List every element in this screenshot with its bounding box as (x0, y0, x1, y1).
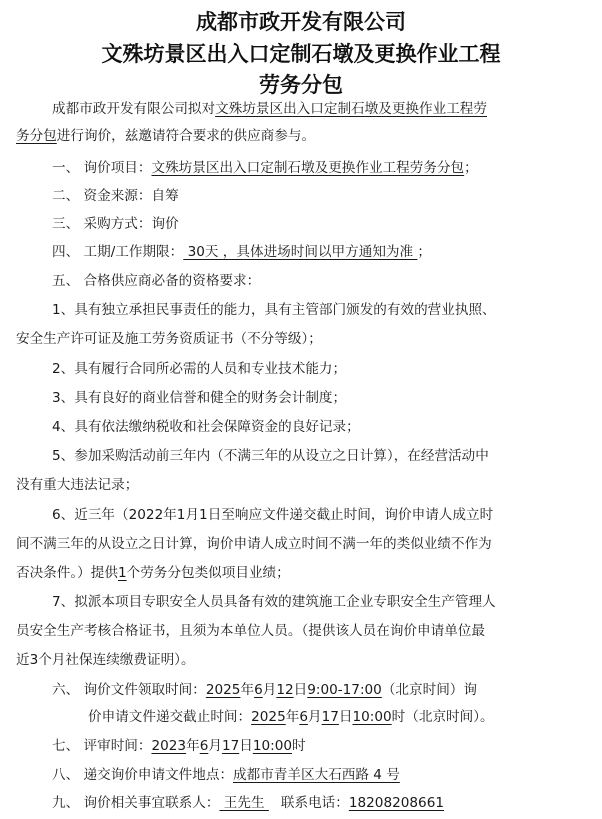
requirement-7c: 近3个月社保连续缴费证明）。 (16, 652, 195, 668)
project-name-underlined: 文殊坊景区出入口定制石墩及更换作业工程劳 (215, 101, 487, 117)
item-inquiry-project: 一、 询价项目：文殊坊景区出入口定制石墩及更换作业工程劳务分包； (52, 160, 478, 176)
requirement-4: 4、具有依法缴纳税收和社会保障资金的良好记录； (52, 419, 360, 435)
requirement-7a: 7、拟派本项目专职安全人员具备有效的建筑施工企业专职安全生产管理人 (52, 594, 496, 610)
project-subtitle: 劳务分包 (259, 72, 343, 97)
requirement-5a: 5、参加采购活动前三年内（不满三年的从设立之日计算），在经营活动中 (52, 448, 489, 464)
contact-phone: 18208208661 (348, 795, 444, 811)
requirement-6a: 6、近三年（2022年1月1日至响应文件递交截止时间，询价申请人成立时 (52, 507, 494, 523)
item-fund-source: 二、 资金来源：自筹 (52, 188, 179, 204)
project-name-underlined-end: 务分包 (16, 128, 57, 144)
requirement-3: 3、具有良好的商业信誉和健全的财务会计制度； (52, 390, 347, 406)
requirement-1a: 1、具有独立承担民事责任的能力，具有主管部门颁发的有效的营业执照、 (52, 302, 496, 318)
item-qualifications: 五、 合格供应商必备的资格要求： (52, 273, 261, 289)
requirement-6c: 否决条件。）提供1个劳务分包类似项目业绩； (16, 565, 290, 581)
requirement-5b: 没有重大违法记录； (16, 477, 139, 493)
intro-line-1: 成都市政开发有限公司拟对文殊坊景区出入口定制石墩及更换作业工程劳 (52, 101, 487, 117)
submission-address: 成都市青羊区大石西路 4 号 (233, 767, 400, 783)
company-title: 成都市政开发有限公司 (196, 9, 406, 34)
requirement-1b: 安全生产许可证及施工劳务资质证书（不分等级）； (16, 331, 322, 347)
item-submission-deadline: 价申请文件递交截止时间：2025年6月17日10:00时（北京时间）。 (88, 709, 494, 725)
item-review-time: 七、 评审时间：2023年6月17日10:00时 (52, 738, 306, 754)
item-contact: 九、 询价相关事宜联系人： 王先生 联系电话：18208208661 (52, 795, 444, 811)
requirement-2: 2、具有履行合同所必需的人员和专业技术能力； (52, 361, 347, 377)
inquiry-project-value: 文殊坊景区出入口定制石墩及更换作业工程劳务分包 (151, 160, 465, 176)
item-procurement-method: 三、 采购方式：询价 (52, 216, 179, 232)
item-submission-location: 八、 递交询价申请文件地点：成都市青羊区大石西路 4 号 (52, 767, 400, 783)
item-work-period: 四、 工期/工作期限： 30天 ，具体进场时间以甲方通知为准 ； (52, 244, 432, 260)
work-period-value: 30天 ，具体进场时间以甲方通知为准 (183, 244, 418, 260)
project-title: 文殊坊景区出入口定制石墩及更换作业工程 (101, 41, 501, 66)
requirement-7b: 员安全生产考核合格证书，且须为本单位人员。（提供该人员在询价申请单位最 (16, 623, 485, 639)
requirement-6b: 间不满三年的从设立之日计算，询价申请人成立时间不满一年的类似业绩不作为 (16, 536, 492, 552)
intro-line-2: 务分包进行询价，兹邀请符合要求的供应商参与。 (16, 128, 316, 144)
item-document-time: 六、 询价文件领取时间：2025年6月12日9:00-17:00（北京时间）询 (52, 682, 477, 698)
contact-person: 王先生 (219, 795, 269, 811)
